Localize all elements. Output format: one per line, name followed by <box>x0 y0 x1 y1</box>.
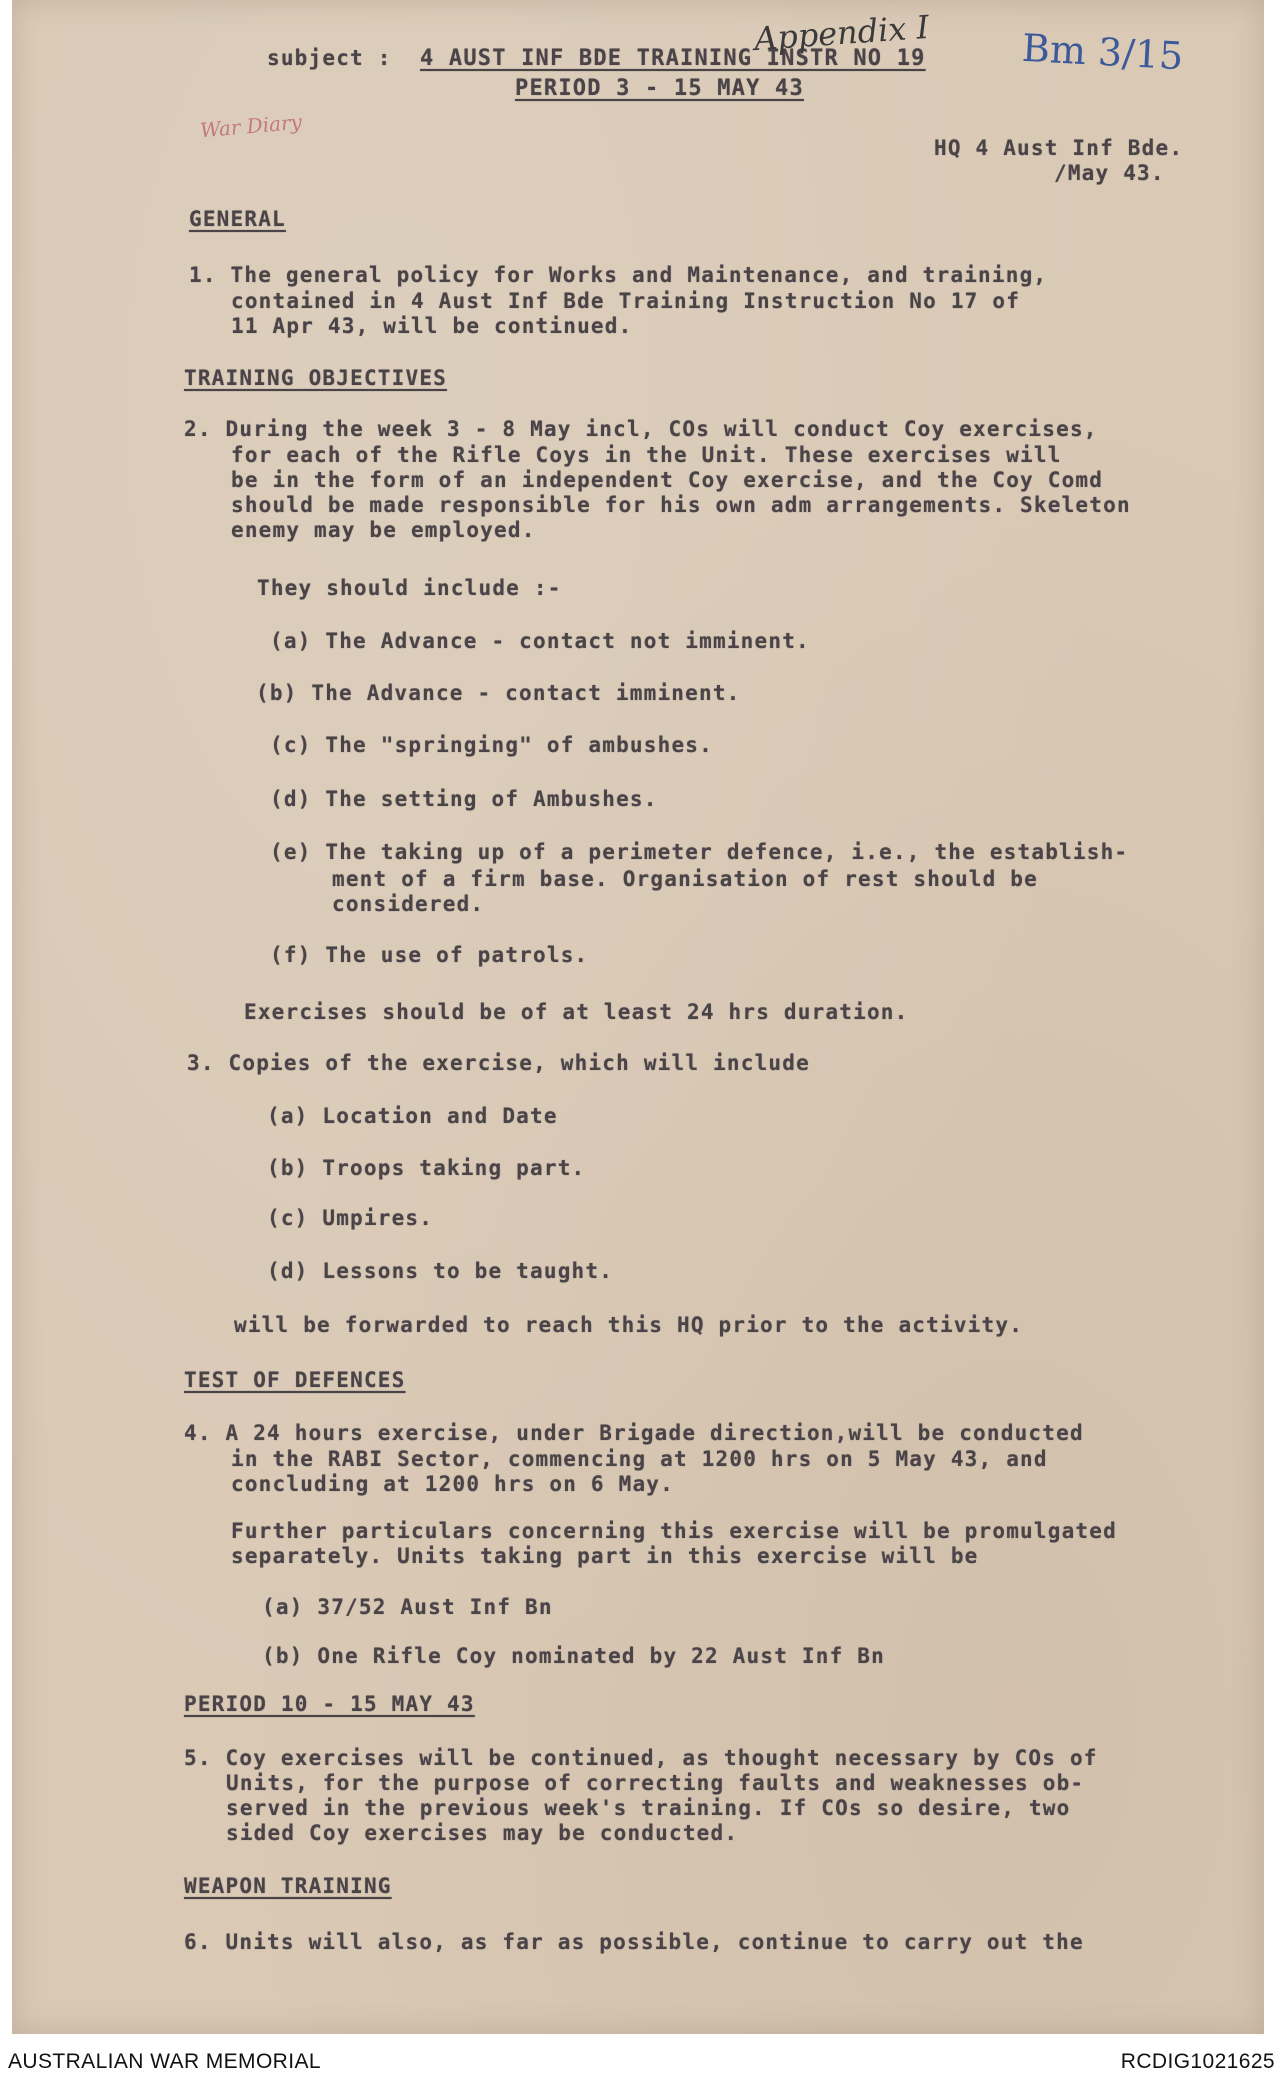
paragraph-4-line: 4. A 24 hours exercise, under Brigade direction,will be conducted <box>184 1421 1084 1445</box>
section-heading-objectives: TRAINING OBJECTIVES <box>184 366 448 390</box>
list-item: (a) The Advance - contact not imminent. <box>270 629 810 653</box>
paragraph-3-close: will be forwarded to reach this HQ prior to the activity. <box>234 1313 1024 1337</box>
file-reference: Bm 3/15 <box>1020 25 1185 79</box>
list-item-continued: ment of a firm base. Organisation of rest should be <box>332 867 1038 891</box>
paragraph-4-line: concluding at 1200 hrs on 6 May. <box>231 1472 674 1496</box>
footer-institution: AUSTRALIAN WAR MEMORIAL <box>8 2050 321 2073</box>
list-item: (a) Location and Date <box>267 1104 558 1128</box>
paragraph-5-line: served in the previous week's training. If COs so desire, two <box>226 1796 1071 1820</box>
hq-date: /May 43. <box>1054 161 1165 185</box>
paragraph-2-close: Exercises should be of at least 24 hrs duration. <box>244 1000 909 1024</box>
paragraph-4-line: separately. Units taking part in this exercise will be <box>231 1544 979 1568</box>
list-item-continued: considered. <box>332 892 485 916</box>
list-item: (b) The Advance - contact imminent. <box>256 681 741 705</box>
paragraph-1-line: contained in 4 Aust Inf Bde Training Instruction No 17 of <box>231 289 1021 313</box>
subject-period: PERIOD 3 - 15 MAY 43 <box>515 76 804 101</box>
paragraph-2-line: enemy may be employed. <box>231 518 536 542</box>
section-heading-general: GENERAL <box>189 207 286 231</box>
appendix-annotation: Appendix I <box>752 7 931 59</box>
war-diary-stamp: War Diary <box>199 109 303 143</box>
footer-record-id: RCDIG1021625 <box>1120 2050 1275 2073</box>
subject-label: subject : <box>267 46 392 70</box>
paragraph-2-line: 2. During the week 3 - 8 May incl, COs will conduct Coy exercises, <box>184 417 1098 441</box>
hq-line: HQ 4 Aust Inf Bde. <box>934 136 1184 160</box>
paragraph-5-line: sided Coy exercises may be conducted. <box>226 1821 739 1845</box>
paragraph-6: 6. Units will also, as far as possible, continue to carry out the <box>184 1930 1084 1954</box>
paragraph-5-line: 5. Coy exercises will be continued, as thought necessary by COs of <box>184 1746 1098 1770</box>
paragraph-4-line: in the RABI Sector, commencing at 1200 hrs on 5 May 43, and <box>231 1447 1048 1471</box>
list-item: (d) The setting of Ambushes. <box>270 787 658 811</box>
paragraph-1-line: 1. The general policy for Works and Maintenance, and training, <box>189 263 1048 287</box>
paragraph-2-line: should be made responsible for his own adm arrangements. Skeleton <box>231 493 1131 517</box>
paragraph-2-line: for each of the Rifle Coys in the Unit. These exercises will <box>231 443 1062 467</box>
list-item: (c) Umpires. <box>267 1206 434 1230</box>
paragraph-4-line: Further particulars concerning this exercise will be promulgated <box>231 1519 1117 1543</box>
section-heading-weapon: WEAPON TRAINING <box>184 1874 392 1898</box>
list-item: (b) One Rifle Coy nominated by 22 Aust Inf Bn <box>262 1644 885 1668</box>
list-item: (f) The use of patrols. <box>270 943 589 967</box>
list-item: (a) 37/52 Aust Inf Bn <box>262 1595 553 1619</box>
paragraph-5-line: Units, for the purpose of correcting faults and weaknesses ob- <box>226 1771 1085 1795</box>
list-item: (c) The "springing" of ambushes. <box>270 733 713 757</box>
list-item: (b) Troops taking part. <box>267 1156 586 1180</box>
subject-title: 4 AUST INF BDE TRAINING INSTR NO 19 <box>420 46 926 71</box>
list-item: (d) Lessons to be taught. <box>267 1259 614 1283</box>
list-intro: They should include :- <box>257 576 562 600</box>
paragraph-2-line: be in the form of an independent Coy exercise, and the Coy Comd <box>231 468 1104 492</box>
section-heading-period: PERIOD 10 - 15 MAY 43 <box>184 1692 475 1716</box>
paragraph-1-line: 11 Apr 43, will be continued. <box>231 314 633 338</box>
list-item: (e) The taking up of a perimeter defence, i.e., the establish- <box>270 840 1129 864</box>
paragraph-3: 3. Copies of the exercise, which will include <box>187 1051 810 1075</box>
section-heading-defences: TEST OF DEFENCES <box>184 1368 406 1392</box>
document-page <box>12 0 1264 2034</box>
